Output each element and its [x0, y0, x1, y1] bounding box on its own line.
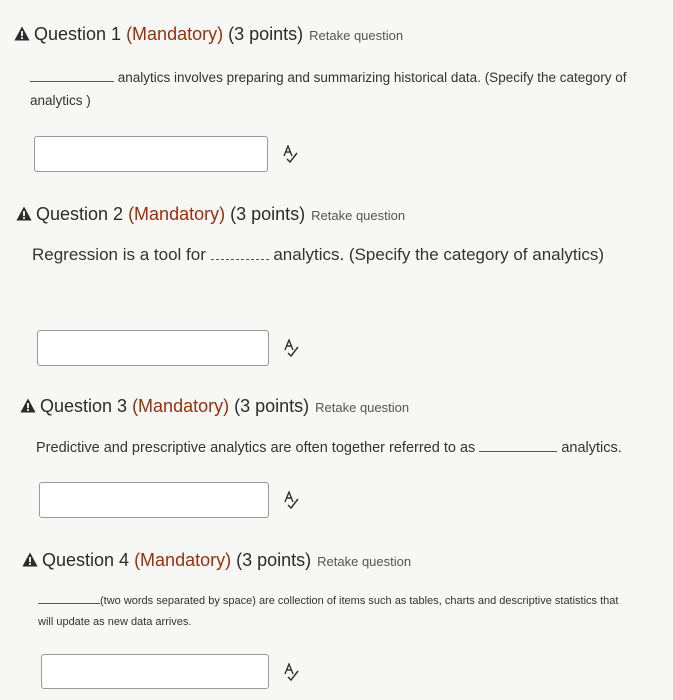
question-3-header	[20, 396, 409, 417]
mandatory-label: (Mandatory)	[134, 550, 232, 570]
mandatory-label: (Mandatory)	[126, 24, 224, 44]
question-2-header	[16, 204, 405, 225]
warning-triangle-icon	[14, 26, 30, 41]
question-4-text	[38, 595, 618, 607]
question-title: Question 4	[42, 550, 130, 570]
question-text: (two words separated by space) are collection of items such as tables, charts and descriptive statistics that	[100, 595, 619, 607]
retake-question-link[interactable]: Retake question	[317, 554, 412, 569]
answer-blank	[211, 259, 269, 260]
warning-triangle-icon	[22, 552, 38, 567]
spellcheck-icon[interactable]	[282, 145, 298, 163]
answer-blank	[479, 451, 557, 452]
warning-triangle-icon	[20, 398, 36, 413]
question-text: analytics involves preparing and summarizing historical data. (Specify the category of	[117, 70, 627, 85]
question-1-header	[14, 24, 403, 45]
mandatory-label: (Mandatory)	[132, 396, 230, 416]
question-1-text	[30, 70, 627, 85]
mandatory-label: (Mandatory)	[128, 204, 226, 224]
question-text: Predictive and prescriptive analytics are often together referred to as	[36, 440, 476, 456]
answer-input-1[interactable]	[34, 136, 268, 172]
points-label: (3 points)	[236, 550, 312, 570]
question-title: Question 2	[36, 204, 124, 224]
question-text: Regression is a tool for	[32, 245, 206, 264]
question-text: analytics. (Specify the category of analytics)	[273, 245, 605, 264]
retake-question-link[interactable]: Retake question	[309, 28, 404, 43]
question-4-text-line2: will update as new data arrives.	[38, 616, 192, 628]
question-1-text-line2: analytics )	[30, 93, 91, 108]
question-title: Question 3	[40, 396, 128, 416]
retake-question-link[interactable]: Retake question	[315, 400, 410, 415]
spellcheck-icon[interactable]	[283, 663, 299, 681]
points-label: (3 points)	[230, 204, 306, 224]
question-2-text	[32, 245, 604, 265]
question-text: analytics.	[561, 440, 622, 456]
question-3-text	[36, 440, 622, 456]
answer-input-3[interactable]	[39, 482, 269, 518]
answer-input-4[interactable]	[41, 654, 269, 689]
warning-triangle-icon	[16, 206, 32, 221]
points-label: (3 points)	[228, 24, 304, 44]
answer-blank	[30, 81, 114, 82]
answer-blank	[38, 603, 100, 604]
spellcheck-icon[interactable]	[283, 339, 299, 357]
spellcheck-icon[interactable]	[283, 491, 299, 509]
question-title: Question 1	[34, 24, 122, 44]
answer-input-2[interactable]	[37, 330, 269, 366]
points-label: (3 points)	[234, 396, 310, 416]
question-4-header	[22, 550, 411, 571]
retake-question-link[interactable]: Retake question	[311, 208, 406, 223]
